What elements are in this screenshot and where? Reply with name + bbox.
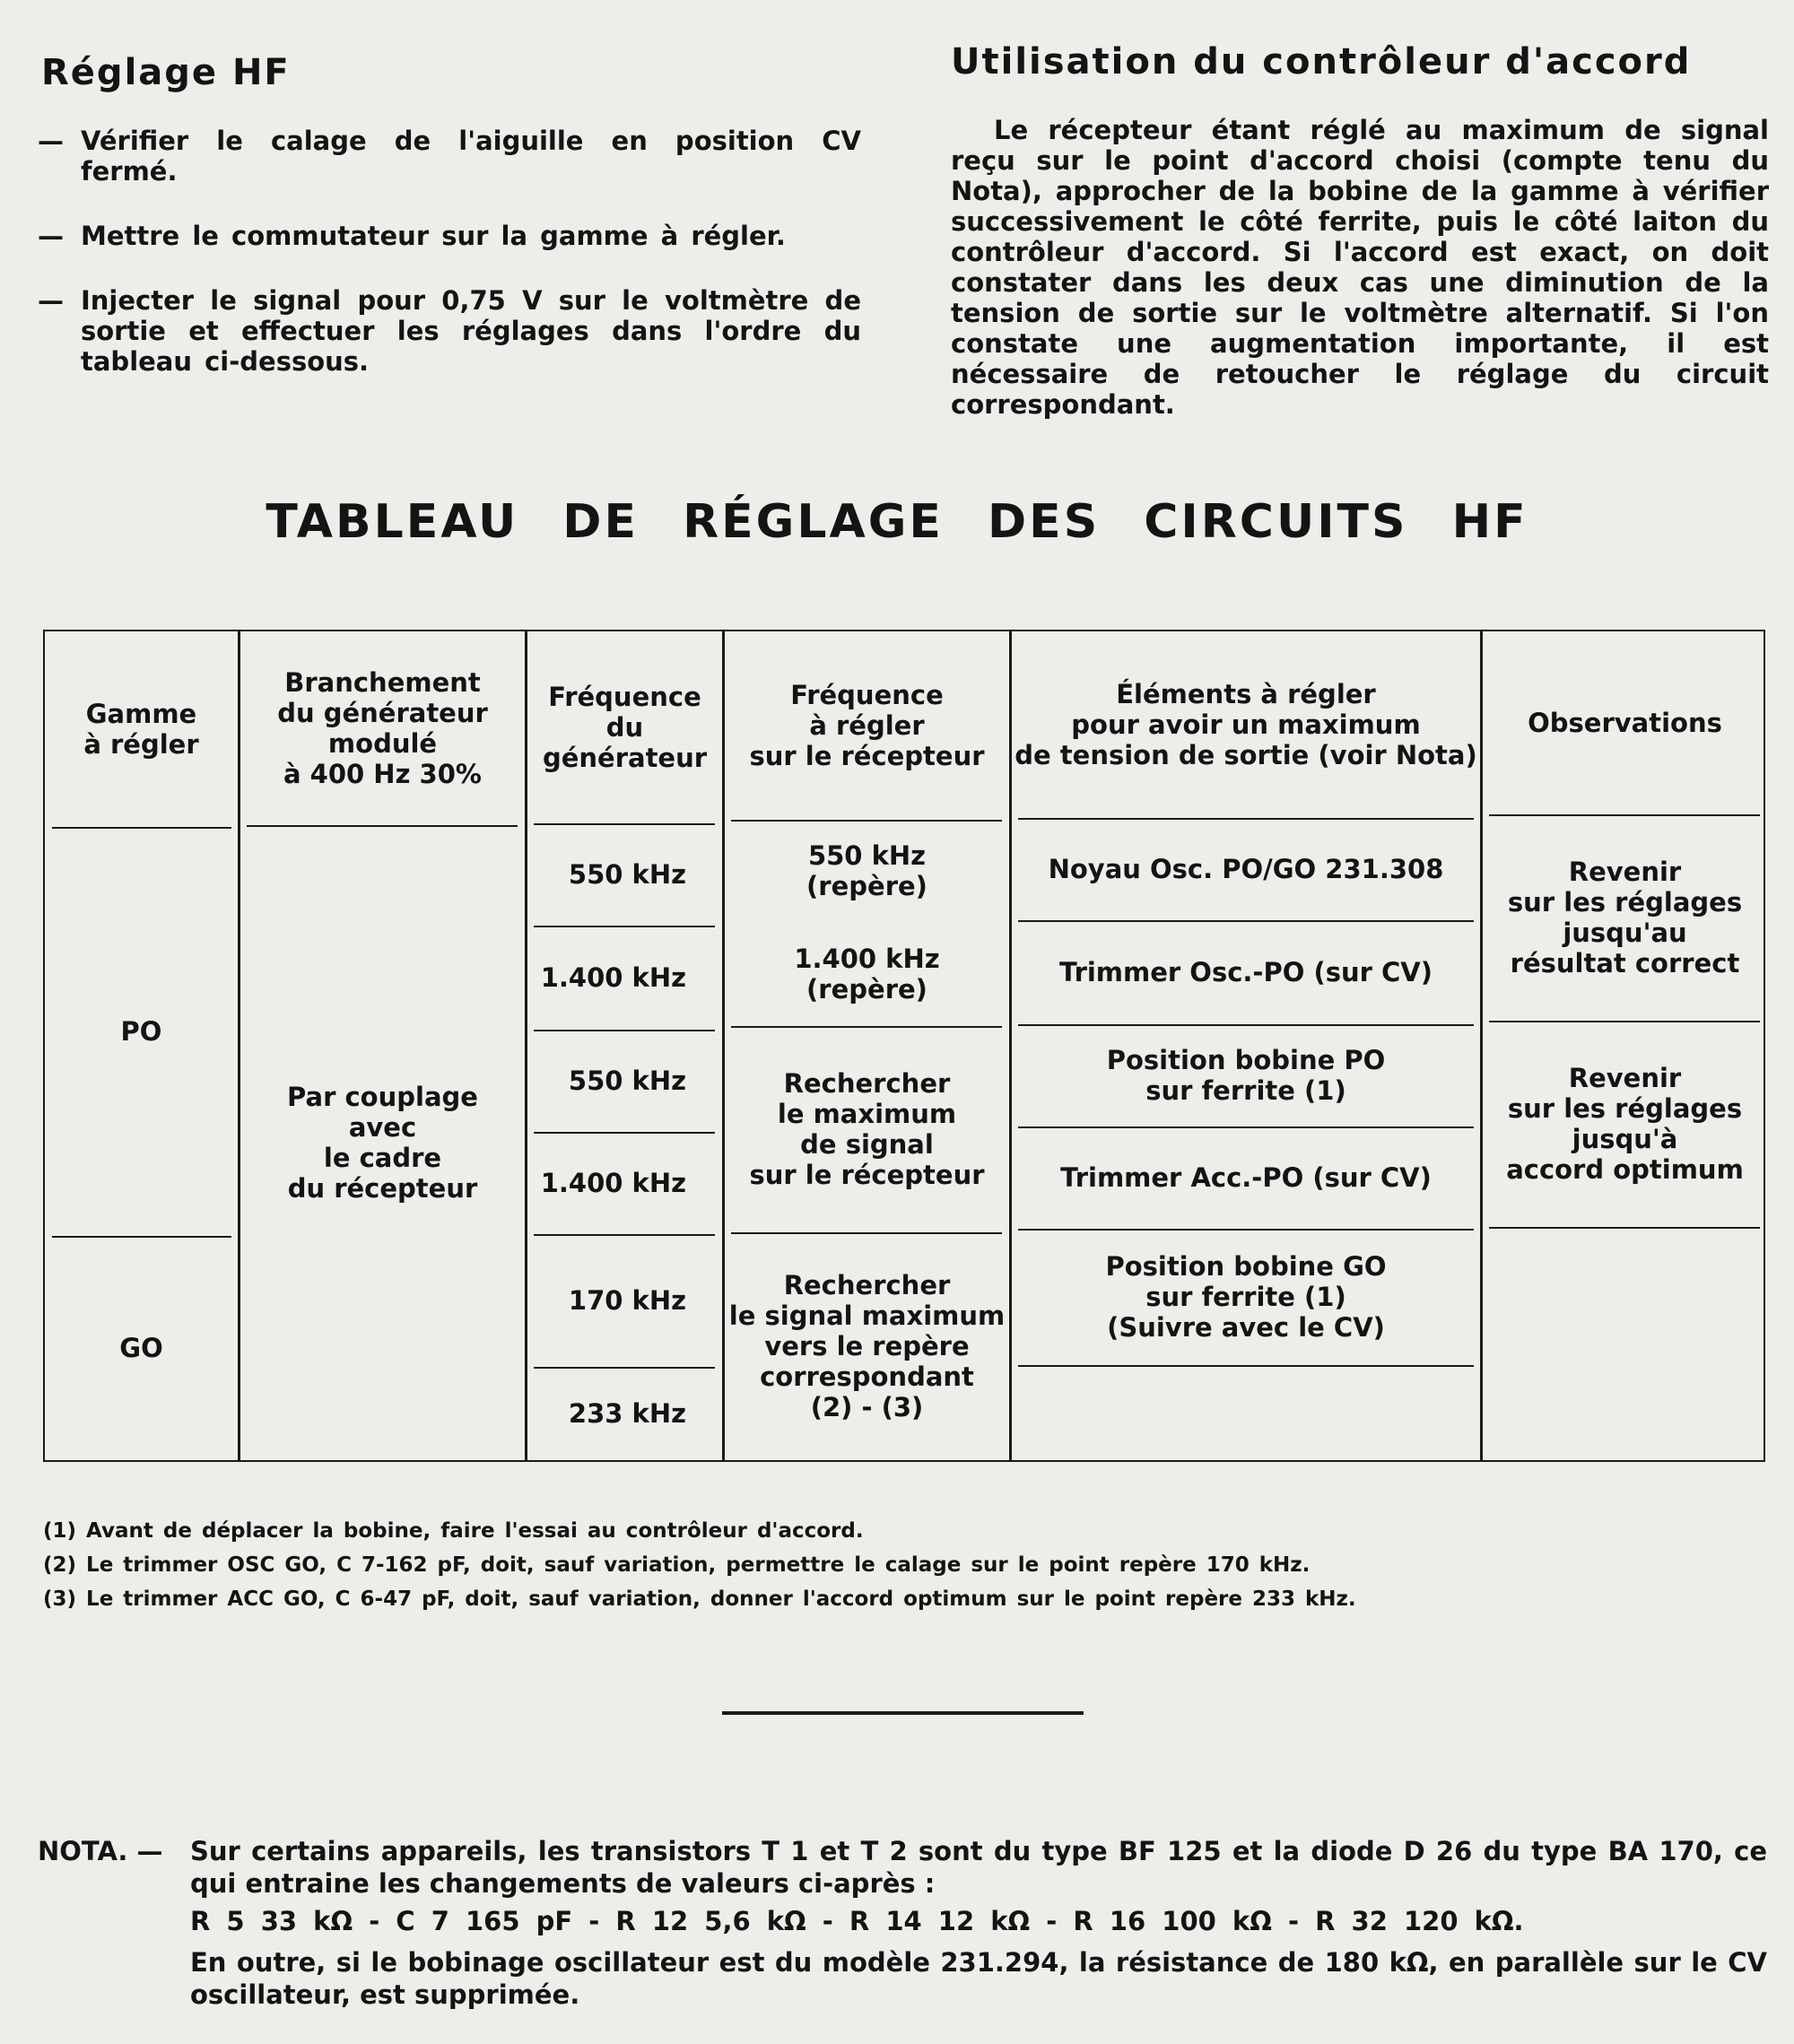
freq-gen-cell: 170 kHz <box>568 1285 686 1316</box>
row-divider <box>1018 1365 1474 1367</box>
element-cell: Position bobine GO sur ferrite (1) (Suivre avec le CV) <box>1105 1251 1387 1343</box>
list-item <box>38 221 861 251</box>
header-observations: Observations <box>1528 708 1722 738</box>
table-title: TABLEAU DE RÉGLAGE DES CIRCUITS HF <box>266 495 1528 549</box>
nota-values: R 5 33 kΩ - C 7 165 pF - R 12 5,6 kΩ - R 14 12 kΩ - R 16 100 kΩ - R 32 120 kΩ. <box>190 1906 1524 1936</box>
freq-rec-cell: Rechercher le signal maximum vers le repère correspondant (2) - (3) <box>728 1270 1006 1422</box>
bullet-dash: — <box>38 126 64 156</box>
branchement-value: Par couplage avec le cadre du récepteur <box>287 1082 478 1204</box>
controleur-paragraph: Le récepteur étant réglé au maximum de signal reçu sur le point d'accord choisi (compte tenu du Nota), approcher de la bobine de la gamme à vérifier successivement le côté ferrite, puis le côté laiton du contrôleur d'accord. Si l'accord est exact, on doit constater dans les deux cas une diminution de la tension de sortie sur le voltmètre alternatif. Si l'on constate une augmentation importante, il est nécessaire de retoucher le réglage du circuit correspondant. <box>951 115 1769 420</box>
nota-line2: En outre, si le bobinage oscillateur est du modèle 231.294, la résistance de 180 kΩ, en parallèle sur le CV oscillateur, est supprimée. <box>190 1947 1767 2010</box>
element-cell: Trimmer Osc.-PO (sur CV) <box>1058 957 1433 987</box>
row-divider <box>1489 1227 1760 1229</box>
reglage-hf-title: Réglage HF <box>41 52 291 93</box>
header-gamme: Gamme à régler <box>83 699 199 760</box>
nota-body <box>190 1835 1767 2011</box>
nota-line1: Sur certains appareils, les transistors T 1 et T 2 sont du type BF 125 et la diode D 26 du type BA 170, ce qui entraine les changements de valeurs ci-après : <box>190 1836 1767 1899</box>
bullet-text: Vérifier le calage de l'aiguille en position CV fermé. <box>81 126 861 187</box>
footnote: (1) Avant de déplacer la bobine, faire l'essai au contrôleur d'accord. <box>43 1519 864 1543</box>
header-freq-generateur: Fréquence du générateur <box>542 682 708 773</box>
reglage-hf-list <box>38 126 861 411</box>
separator-line <box>722 1711 1084 1715</box>
freq-rec-cell: Rechercher le maximum de signal sur le récepteur <box>749 1068 985 1190</box>
freq-gen-cell: 1.400 kHz <box>540 1168 686 1198</box>
bullet-dash: — <box>38 221 64 251</box>
footnote: (3) Le trimmer ACC GO, C 6-47 pF, doit, sauf variation, donner l'accord optimum sur le point repère 233 kHz. <box>43 1587 1356 1611</box>
list-item <box>38 126 861 187</box>
reglage-table <box>43 630 1765 1462</box>
footnote: (2) Le trimmer OSC GO, C 7-162 pF, doit, sauf variation, permettre le calage sur le point repère 170 kHz. <box>43 1553 1311 1577</box>
freq-gen-cell: 550 kHz <box>568 859 686 890</box>
bullet-dash: — <box>38 285 64 316</box>
footnotes <box>43 1514 1747 1616</box>
element-cell: Position bobine PO sur ferrite (1) <box>1106 1045 1386 1106</box>
element-cell: Noyau Osc. PO/GO 231.308 <box>1048 854 1444 884</box>
list-item <box>38 285 861 377</box>
freq-rec-cell: 1.400 kHz (repère) <box>794 944 940 1005</box>
freq-gen-cell: 1.400 kHz <box>540 962 686 993</box>
freq-rec-cell: 550 kHz (repère) <box>806 840 927 901</box>
gamme-po: PO <box>120 1016 162 1047</box>
freq-gen-cell: 233 kHz <box>568 1398 686 1429</box>
freq-gen-cell: 550 kHz <box>568 1065 686 1096</box>
bullet-text: Injecter le signal pour 0,75 V sur le voltmètre de sortie et effectuer les réglages dans l'ordre du tableau ci-dessous. <box>81 285 861 377</box>
observation-cell: Revenir sur les réglages jusqu'au résultat correct <box>1507 857 1743 979</box>
element-cell: Trimmer Acc.-PO (sur CV) <box>1060 1162 1432 1193</box>
nota-label: NOTA. — <box>38 1836 163 1866</box>
header-branchement: Branchement du générateur modulé à 400 Hz 30% <box>277 667 488 789</box>
gamme-go: GO <box>119 1333 163 1363</box>
controleur-title: Utilisation du contrôleur d'accord <box>951 41 1692 83</box>
header-elements: Éléments à régler pour avoir un maximum de tension de sortie (voir Nota) <box>1015 679 1477 770</box>
bullet-text: Mettre le commutateur sur la gamme à régler. <box>81 221 786 251</box>
observation-cell: Revenir sur les réglages jusqu'à accord optimum <box>1506 1063 1744 1185</box>
header-freq-recepteur: Fréquence à régler sur le récepteur <box>749 680 985 771</box>
